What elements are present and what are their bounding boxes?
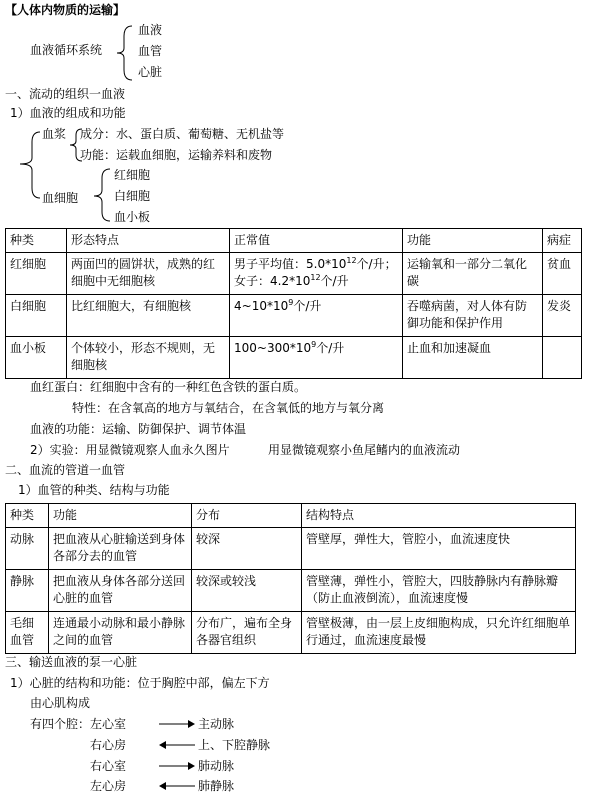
chamber-name: 右心室 — [90, 759, 127, 773]
hemoglobin-property: 特性：在含氧高的地方与氧结合，在含氧低的地方与氧分离 — [72, 401, 385, 415]
chamber-name: 左心房 — [90, 779, 127, 793]
table-header: 结构特点 — [302, 504, 576, 528]
table-cell: 红细胞 — [6, 253, 67, 295]
exponent: 12 — [310, 273, 321, 282]
subsection-heading: 1）血液的组成和功能 — [10, 106, 126, 120]
normal-value: 女子：4.2*10 — [234, 274, 311, 288]
subsection-heading: 1）血管的种类、结构与功能 — [18, 483, 170, 497]
blood-function-text: 血液的功能：运输、防御保护、调节体温 — [30, 422, 247, 436]
circulation-label: 血液循环系统 — [30, 43, 103, 57]
table-header-row — [6, 504, 576, 528]
table-cell: 静脉 — [6, 570, 49, 612]
table-cell: 毛细血管 — [6, 612, 49, 654]
table-cell: 比红细胞大，有细胞核 — [67, 295, 230, 337]
plasma-composition: 成分：水、蛋白质、葡萄糖、无机盐等 — [80, 127, 285, 141]
circulation-brace — [112, 24, 136, 82]
chambers-label: 有四个腔： — [30, 717, 91, 731]
experiment-text: 用显微镜观察小鱼尾鳍内的血液流动 — [268, 443, 461, 457]
table-header-row — [6, 229, 582, 253]
chamber-name: 左心室 — [90, 717, 127, 731]
table-header: 种类 — [6, 504, 49, 528]
table-header: 形态特点 — [67, 229, 230, 253]
heart-muscle-text: 由心肌构成 — [30, 696, 91, 710]
vessel-name: 主动脉 — [198, 717, 235, 731]
table-row — [6, 528, 576, 570]
plasma-function: 功能：运载血细胞，运输养料和废物 — [80, 148, 273, 162]
table-cell: 连通最小动脉和最小静脉之间的血管 — [49, 612, 192, 654]
blood-cell-item: 血小板 — [114, 210, 151, 224]
table-cell: 运输氧和一部分二氧化碳 — [403, 253, 543, 295]
blood-cells-brace — [88, 166, 114, 224]
unit: 个/升 — [316, 341, 345, 355]
table-cell — [230, 295, 403, 337]
blood-composition-brace — [14, 128, 44, 200]
table-cell: 发炎 — [543, 295, 582, 337]
exponent: 9 — [311, 340, 317, 349]
table-header: 病症 — [543, 229, 582, 253]
arrow-right-icon — [158, 760, 196, 772]
vessel-name: 肺静脉 — [198, 779, 235, 793]
table-cell: 白细胞 — [6, 295, 67, 337]
arrow-right-icon — [158, 718, 196, 730]
section-heading: 二、血流的管道一血管 — [5, 463, 126, 477]
vessel-name: 上、下腔静脉 — [198, 738, 271, 752]
section-heading: 三、输送血液的泵一心脏 — [5, 655, 138, 669]
table-cell: 止血和加速凝血 — [403, 337, 543, 379]
table-cell — [230, 337, 403, 379]
table-cell — [543, 337, 582, 379]
chamber-name: 右心房 — [90, 738, 127, 752]
table-header: 正常值 — [230, 229, 403, 253]
exponent: 12 — [346, 256, 357, 265]
table-cell: 把血液从身体各部分送回心脏的血管 — [49, 570, 192, 612]
subsection-heading: 1）心脏的结构和功能：位于胸腔中部，偏左下方 — [10, 676, 270, 690]
exponent: 9 — [288, 298, 294, 307]
hemoglobin-text: 血红蛋白：红细胞中含有的一种红色含铁的蛋白质。 — [30, 380, 307, 394]
circulation-item: 血管 — [138, 44, 163, 58]
table-row — [6, 253, 582, 295]
blood-cells-label: 血细胞 — [42, 191, 79, 205]
circulation-item: 心脏 — [138, 65, 163, 79]
page-title: 【人体内物质的运输】 — [5, 3, 126, 17]
section-heading: 一、流动的组织一血液 — [5, 87, 126, 101]
unit: 个/升 — [293, 299, 322, 313]
blood-vessel-table — [5, 503, 576, 654]
blood-cell-item: 白细胞 — [114, 189, 151, 203]
arrow-left-icon — [158, 780, 196, 792]
table-cell: 个体较小，形态不规则，无细胞核 — [67, 337, 230, 379]
table-cell: 血小板 — [6, 337, 67, 379]
table-cell: 把血液从心脏输送到身体各部分去的血管 — [49, 528, 192, 570]
table-cell: 管壁极薄，由一层上皮细胞构成，只允许红细胞单行通过，血流速度最慢 — [302, 612, 576, 654]
table-row — [6, 337, 582, 379]
table-cell: 管壁厚，弹性大，管腔小，血流速度快 — [302, 528, 576, 570]
table-cell: 较深 — [192, 528, 302, 570]
table-header: 功能 — [403, 229, 543, 253]
arrow-left-icon — [158, 739, 196, 751]
table-header: 分布 — [192, 504, 302, 528]
table-cell: 分布广，遍布全身各器官组织 — [192, 612, 302, 654]
unit: 个/升 — [320, 274, 349, 288]
table-row — [6, 612, 576, 654]
table-cell: 动脉 — [6, 528, 49, 570]
table-cell: 较深或较浅 — [192, 570, 302, 612]
table-row — [6, 570, 576, 612]
plasma-label: 血浆 — [42, 127, 67, 141]
blood-cell-table — [5, 228, 582, 379]
experiment-text: 2）实验：用显微镜观察人血永久图片 — [30, 443, 230, 457]
blood-cell-item: 红细胞 — [114, 168, 151, 182]
table-row — [6, 295, 582, 337]
vessel-name: 肺动脉 — [198, 759, 235, 773]
table-cell: 吞噬病菌，对人体有防御功能和保护作用 — [403, 295, 543, 337]
normal-value: 100~300*10 — [234, 341, 312, 355]
normal-value: 4~10*10 — [234, 299, 289, 313]
table-header: 种类 — [6, 229, 67, 253]
table-cell: 两面凹的圆饼状，成熟的红细胞中无细胞核 — [67, 253, 230, 295]
circulation-item: 血液 — [138, 23, 163, 37]
table-cell — [230, 253, 403, 295]
table-cell: 贫血 — [543, 253, 582, 295]
table-header: 功能 — [49, 504, 192, 528]
unit: 个/升； — [356, 257, 397, 271]
normal-value: 男子平均值：5.0*10 — [234, 257, 347, 271]
table-cell: 管壁薄，弹性小，管腔大，四肢静脉内有静脉瓣（防止血液倒流），血流速度慢 — [302, 570, 576, 612]
